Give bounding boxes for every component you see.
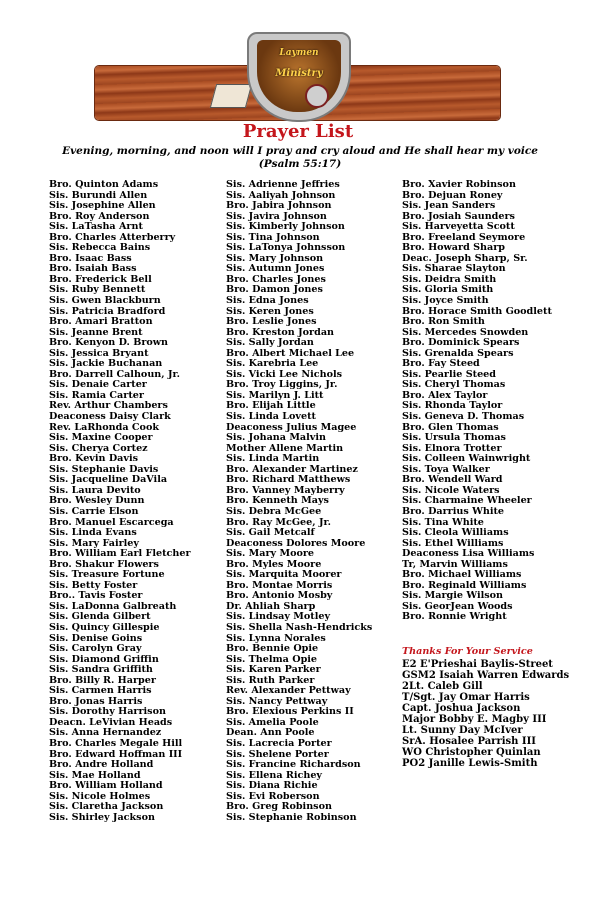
service-member-name: Major Bobby E. Magby III: [402, 714, 547, 725]
prayer-list-name: Bro. Vanney Mayberry: [226, 484, 345, 496]
prayer-list-name: Sis. Shella Nash-Hendricks: [226, 621, 373, 633]
prayer-list-name: Sis. Denise Goins: [49, 632, 143, 644]
prayer-list-name: Sis. Adrienne Jeffries: [226, 179, 340, 190]
prayer-list-name: Sis. Debra McGee: [226, 505, 322, 517]
prayer-list-name: Sis. Jacqueline DaVila: [49, 474, 168, 486]
prayer-list-name: Dean. Ann Poole: [226, 727, 315, 739]
prayer-list-name: Sis. Ursula Thomas: [402, 432, 506, 444]
prayer-list-name: Sis. Ruby Bennett: [49, 284, 146, 296]
prayer-list-name: Bro. Charles Jones: [226, 273, 326, 285]
prayer-list-name: Dr. Ahliah Sharp: [226, 600, 316, 612]
prayer-list-name: Bro. Michael Williams: [402, 569, 522, 581]
prayer-list-name: Bro. Wesley Dunn: [49, 495, 145, 507]
prayer-list-name: Sis. Tina Johnson: [226, 231, 320, 243]
prayer-list-name: Bro. Darrius White: [402, 505, 505, 517]
prayer-list-name: Bro. Frederick Bell: [49, 273, 152, 285]
prayer-list-name: Bro. Billy R. Harper: [49, 674, 156, 686]
logo-text-line2: Ministry: [275, 68, 323, 79]
prayer-list-name: Sis. Johana Malvin: [226, 432, 326, 444]
prayer-list-name: Bro. Josiah Saunders: [402, 210, 515, 222]
prayer-list-name: Sis. Jean Sanders: [402, 200, 496, 212]
prayer-list-name: Bro. Kenyon D. Brown: [49, 337, 169, 349]
prayer-list-name: Bro. Manuel Escarcega: [49, 516, 174, 528]
prayer-list-name: Bro.. Tavis Foster: [49, 590, 143, 602]
prayer-list-name: Sis. Carrie Elson: [49, 505, 139, 517]
prayer-list-name: Sis. Burundi Allen: [49, 189, 148, 201]
prayer-list-name: Sis. Treasure Fortune: [49, 569, 165, 581]
prayer-list-name: Sis. Linda Lovett: [226, 411, 316, 423]
prayer-list-name: Sis. Geneva D. Thomas: [402, 411, 525, 423]
prayer-list-name: Sis. Nancy Pettway: [226, 695, 328, 707]
service-member-name: PO2 Janille Lewis-Smith: [402, 758, 538, 769]
prayer-list-name: Sis. Rebecca Bains: [49, 242, 151, 254]
prayer-list-name: Bro. Alexander Martinez: [226, 463, 358, 475]
prayer-list-name: Sis. Carolyn Gray: [49, 643, 142, 655]
prayer-list-name: Deacn. LeVivian Heads: [49, 716, 173, 728]
prayer-list-name: Sis. Javira Johnson: [226, 210, 327, 222]
prayer-list-name: Sis. Jeanne Brent: [49, 326, 143, 338]
prayer-list-name: Bro. Ron Smith: [402, 316, 485, 328]
prayer-list-name: Sis. Maxine Cooper: [49, 432, 153, 444]
prayer-list-name: Sis. Gwen Blackburn: [49, 295, 161, 307]
prayer-list-name: Sis. Sharae Slayton: [402, 263, 506, 275]
prayer-list-name: Sis. Mary Moore: [226, 548, 315, 560]
prayer-list-name: Sis. Jessica Bryant: [49, 347, 149, 359]
service-member-name: WO Christopher Quinlan: [402, 747, 541, 758]
prayer-list-name: Sis. Charmaine Wheeler: [402, 495, 532, 507]
prayer-list-name: Bro. Dejuan Roney: [402, 189, 503, 201]
prayer-list-name: Bro. Ray McGee, Jr.: [226, 516, 331, 528]
prayer-list-name: Sis. Betty Foster: [49, 579, 138, 591]
prayer-list-name: Bro. Troy Liggins, Jr.: [226, 379, 338, 391]
prayer-list-name: Bro. Kevin Davis: [49, 453, 138, 465]
prayer-list-name: Sis. Anna Hernandez: [49, 727, 162, 739]
prayer-list-name: Sis. Sally Jordan: [226, 337, 314, 349]
prayer-list-name: Bro. Elijah Little: [226, 400, 316, 412]
prayer-list-name: Deaconess Julius Magee: [226, 421, 357, 433]
prayer-list-name: Sis. Thelma Opie: [226, 653, 318, 665]
prayer-list-name: Bro. Darrell Calhoun, Jr.: [49, 368, 181, 380]
prayer-list-name: Sis. Gail Metcalf: [226, 527, 315, 539]
prayer-list-name: Bro. Elexious Perkins II: [226, 706, 354, 718]
prayer-list-name: Tr, Marvin Williams: [402, 558, 508, 570]
laymen-ministry-logo: [95, 32, 500, 120]
prayer-list-name: Sis. Toya Walker: [402, 463, 490, 475]
prayer-list-name: Bro. Fay Steed: [402, 358, 480, 370]
prayer-list-name: Sis. Autumn Jones: [226, 263, 325, 275]
prayer-list-name: Sis. Aaliyah Johnson: [226, 189, 336, 201]
prayer-list-name: Bro. William Holland: [49, 780, 163, 792]
scripture-verse: [40, 145, 560, 171]
prayer-list-name: Sis. Lynna Norales: [226, 632, 326, 644]
prayer-list-name: Sis. Shirley Jackson: [49, 811, 155, 823]
prayer-list-name: Bro. Amari Bratton: [49, 316, 153, 328]
prayer-list-name: Bro. Alex Taylor: [402, 389, 488, 401]
section-title: Thanks For Your Service: [402, 646, 533, 657]
prayer-list-name: Deaconess Daisy Clark: [49, 411, 171, 423]
prayer-list-name: Sis. Joyce Smith: [402, 295, 489, 307]
prayer-list-name: Bro. Richard Matthews: [226, 474, 351, 486]
prayer-list-name: Deaconess Lisa Williams: [402, 548, 535, 560]
prayer-list-name: Bro. Albert Michael Lee: [226, 347, 355, 359]
prayer-list-name: Bro. Bennie Opie: [226, 643, 319, 655]
prayer-list-name: Rev. LaRhonda Cook: [49, 421, 159, 433]
prayer-list-name: Sis. LaTasha Arnt: [49, 221, 143, 233]
prayer-list-name: Sis. Marilyn J. Litt: [226, 389, 324, 401]
prayer-list-name: Sis. Ethel Williams: [402, 537, 504, 549]
prayer-column-1: [49, 180, 191, 823]
prayer-list-name: Sis. Nicole Holmes: [49, 790, 151, 802]
prayer-list-name: Sis. Diana Richie: [226, 780, 318, 792]
prayer-list-name: Sis. LaTonya Johnsson: [226, 242, 346, 254]
prayer-list-name: Bro. Isaiah Bass: [49, 263, 137, 275]
prayer-list-name: Sis. Mercedes Snowden: [402, 326, 529, 338]
prayer-list-name: Sis. Margie Wilson: [402, 590, 504, 602]
prayer-list-name: Sis. Lacrecia Porter: [226, 737, 332, 749]
service-member-name: T/Sgt. Jay Omar Harris: [402, 692, 530, 703]
prayer-list-name: Sis. Linda Martin: [226, 453, 320, 465]
page-title: Prayer List: [242, 121, 354, 142]
prayer-list-name: Sis. Patricia Bradford: [49, 305, 166, 317]
prayer-list-name: Bro. Shakur Flowers: [49, 558, 159, 570]
prayer-list-name: Bro. Montae Morris: [226, 579, 333, 591]
prayer-list-name: Sis. Denaie Carter: [49, 379, 147, 391]
prayer-list-name: Sis. Stephanie Robinson: [226, 811, 357, 823]
prayer-list-name: Bro. Leslie Jones: [226, 316, 317, 328]
service-list: [402, 659, 569, 769]
prayer-list-name: Sis. Cheryl Thomas: [402, 379, 506, 391]
prayer-list-name: Bro. Freeland Seymore: [402, 231, 526, 243]
prayer-list-name: Bro. Wendell Ward: [402, 474, 503, 486]
prayer-list-name: Rev. Alexander Pettway: [226, 685, 351, 697]
prayer-list-name: Bro. Jabira Johnson: [226, 200, 332, 212]
prayer-list-name: Sis. Colleen Wainwright: [402, 453, 531, 465]
service-member-name: GSM2 Isaiah Warren Edwards: [402, 670, 570, 681]
prayer-list-name: Sis. Carmen Harris: [49, 685, 152, 697]
thanks-for-service-section: [402, 646, 569, 769]
prayer-list-name: Sis. Diamond Griffin: [49, 653, 159, 665]
prayer-list-name: Sis. Dorothy Harrison: [49, 706, 166, 718]
verse-reference: (Psalm 55:17): [258, 158, 342, 170]
service-member-name: Lt. Sunny Day McIver: [402, 725, 523, 736]
prayer-list-name: Sis. Tina White: [402, 516, 484, 528]
prayer-list-name: Sis. Linda Evans: [49, 527, 137, 539]
prayer-list-name: Bro. Damon Jones: [226, 284, 323, 296]
prayer-list-name: Bro. Ronnie Wright: [402, 611, 507, 623]
prayer-list-name: Sis. Harveyetta Scott: [402, 221, 515, 233]
prayer-list-name: Bro. Quinton Adams: [49, 179, 159, 190]
prayer-list-name: Sis. Gloria Smith: [402, 284, 494, 296]
prayer-list-name: Sis. Mae Holland: [49, 769, 141, 781]
prayer-list-name: Bro. Edward Hoffman III: [49, 748, 183, 760]
prayer-list-name: Bro. Horace Smith Goodlett: [402, 305, 552, 317]
prayer-list-name: Bro. Andre Holland: [49, 759, 154, 771]
prayer-list-name: Sis. GeorJean Woods: [402, 600, 513, 612]
prayer-list-name: Sis. Edna Jones: [226, 295, 309, 307]
prayer-list-name: Sis. Amelia Poole: [226, 716, 319, 728]
prayer-list-name: Sis. Keren Jones: [226, 305, 314, 317]
prayer-list-name: Bro. Charles Megale Hill: [49, 737, 183, 749]
prayer-list-name: Sis. Vicki Lee Nichols: [226, 368, 343, 380]
prayer-list-name: Mother Allene Martin: [226, 442, 344, 454]
prayer-list-name: Bro. Howard Sharp: [402, 242, 505, 254]
prayer-list-name: Sis. Mary Fairley: [49, 537, 139, 549]
prayer-list-name: Sis. Mary Johnson: [226, 252, 324, 264]
prayer-column-2: [226, 180, 372, 823]
prayer-list-name: Sis. Josephine Allen: [49, 200, 156, 212]
prayer-list-name: Bro. Antonio Mosby: [226, 590, 333, 602]
prayer-list-name: Sis. Karen Parker: [226, 664, 321, 676]
prayer-list-name: Sis. Claretha Jackson: [49, 801, 164, 813]
prayer-list-name: Sis. Cleola Williams: [402, 527, 509, 539]
seal-icon: [305, 84, 329, 108]
logo-text-line1: Laymen: [279, 48, 319, 58]
prayer-list-name: Sis. Francine Richardson: [226, 759, 361, 771]
prayer-list-name: Bro. Charles Atterberry: [49, 231, 176, 243]
prayer-list-name: Sis. Cherya Cortez: [49, 442, 148, 454]
service-member-name: Capt. Joshua Jackson: [402, 703, 521, 714]
prayer-list-name: Sis. Lindsay Motley: [226, 611, 331, 623]
prayer-list-name: Sis. Evi Roberson: [226, 790, 320, 802]
prayer-list-name: Sis. Marquita Moorer: [226, 569, 342, 581]
prayer-list-name: Sis. Kimberly Johnson: [226, 221, 345, 233]
prayer-list-name: Bro. Isaac Bass: [49, 252, 132, 264]
prayer-list-name: Bro. Kreston Jordan: [226, 326, 335, 338]
prayer-list-name: Bro. Roy Anderson: [49, 210, 150, 222]
prayer-list-name: Sis. Glenda Gilbert: [49, 611, 151, 623]
prayer-list-name: Bro. William Earl Fletcher: [49, 548, 191, 560]
prayer-list-name: Deaconess Dolores Moore: [226, 537, 366, 549]
prayer-list-name: Sis. Deidra Smith: [402, 273, 497, 285]
verse-text: Evening, morning, and noon will I pray and cry aloud and He shall hear my voice: [62, 145, 538, 157]
prayer-list-name: Bro. Kenneth Mays: [226, 495, 329, 507]
prayer-list-name: Sis. Karebria Lee: [226, 358, 319, 370]
prayer-list-name: Sis. Ramia Carter: [49, 389, 144, 401]
prayer-list-name: Sis. Ellena Richey: [226, 769, 323, 781]
prayer-list-name: Sis. Pearlie Steed: [402, 368, 496, 380]
prayer-list-name: Sis. Nicole Waters: [402, 484, 500, 496]
prayer-list-name: Bro. Greg Robinson: [226, 801, 332, 813]
bible-icon: [210, 84, 252, 108]
prayer-list-name: Bro. Xavier Robinson: [402, 179, 516, 190]
prayer-list-name: Sis. Quincy Gillespie: [49, 621, 160, 633]
prayer-column-3: [402, 180, 552, 623]
prayer-list-name: Bro. Reginald Williams: [402, 579, 527, 591]
prayer-list-name: Sis. Shelene Porter: [226, 748, 329, 760]
prayer-list-name: Sis. Laura Devito: [49, 484, 141, 496]
prayer-list-name: Sis. LaDonna Galbreath: [49, 600, 177, 612]
prayer-list-name: Sis. Sandra Griffith: [49, 664, 153, 676]
prayer-list-name: Bro. Dominick Spears: [402, 337, 520, 349]
prayer-list-name: Bro. Jonas Harris: [49, 695, 143, 707]
prayer-list-name: Sis. Grenalda Spears: [402, 347, 514, 359]
service-member-name: E2 E'Prieshai Baylis-Street: [402, 659, 553, 670]
prayer-list-name: Rev. Arthur Chambers: [49, 400, 168, 412]
prayer-list-name: Sis. Elnora Trotter: [402, 442, 502, 454]
prayer-list-name: Sis. Stephanie Davis: [49, 463, 159, 475]
service-member-name: 2Lt. Caleb Gill: [402, 681, 483, 692]
service-member-name: SrA. Hosalee Parrish III: [402, 736, 536, 747]
prayer-list-name: Sis. Jackie Buchanan: [49, 358, 163, 370]
prayer-list-name: Bro. Myles Moore: [226, 558, 322, 570]
prayer-list-name: Bro. Glen Thomas: [402, 421, 499, 433]
prayer-list-name: Sis. Ruth Parker: [226, 674, 315, 686]
prayer-list-name: Sis. Rhonda Taylor: [402, 400, 503, 412]
prayer-list-name: Deac. Joseph Sharp, Sr.: [402, 252, 528, 264]
